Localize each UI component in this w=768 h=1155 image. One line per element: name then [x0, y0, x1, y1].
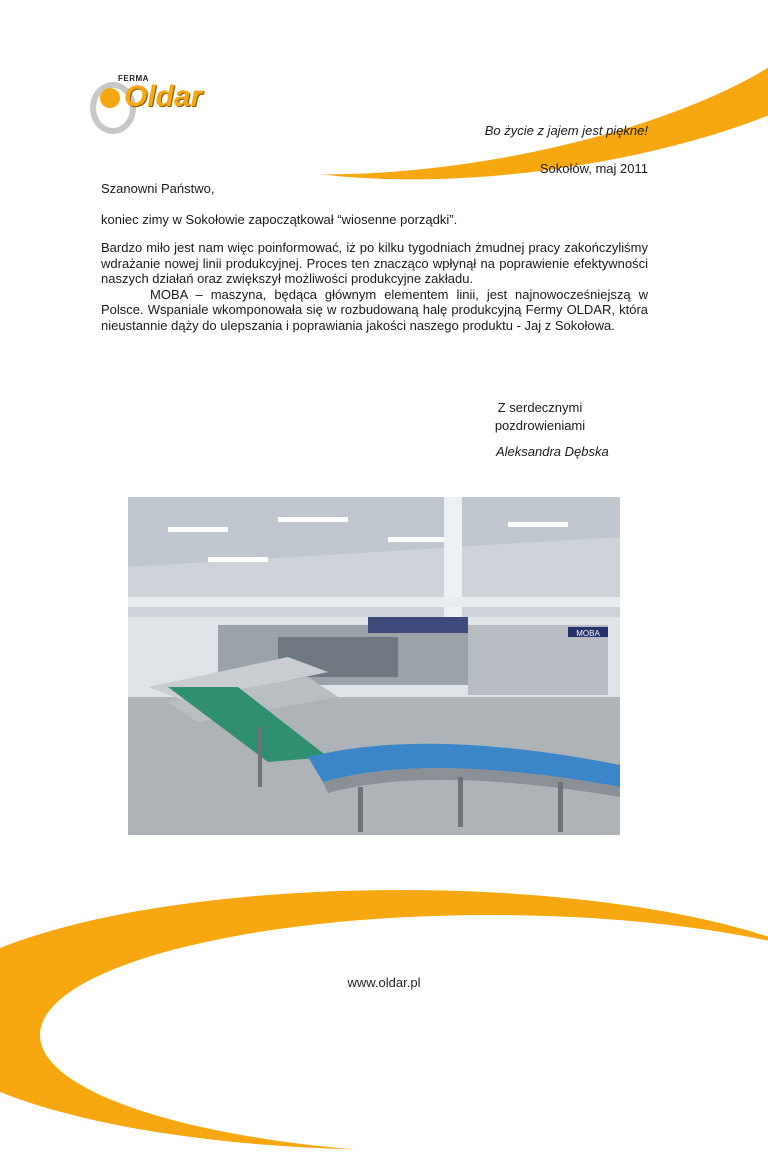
motto: Bo życie z jajem jest piękne!	[484, 123, 648, 138]
moba-label: MOBA	[576, 629, 600, 638]
factory-illustration	[128, 497, 620, 835]
signature: Aleksandra Dębska	[496, 444, 609, 459]
closing	[490, 399, 590, 435]
intro-line: koniec zimy w Sokołowie zapoczątkował “wiosenne porządki”.	[101, 212, 458, 227]
salutation: Szanowni Państwo,	[101, 181, 215, 196]
logo-ferma-text: FERMA	[118, 74, 149, 83]
website-url[interactable]: www.oldar.pl	[347, 975, 421, 990]
production-line-photo	[128, 497, 620, 835]
body-paragraph-1: Bardzo miło jest nam więc poinformować, iż po kilku tygodniach żmudnej pracy zakończyliśmy wdrażanie nowej linii produkcyjnej. Proces ten znacząco wpłynął na poprawienie efektywności naszych działań oraz zwiększył możliwości produkcyjne zakładu.	[101, 240, 648, 286]
closing-line-2: pozdrowieniami	[494, 418, 586, 433]
logo-name-text: Oldar	[124, 80, 203, 113]
yolk-icon	[100, 88, 120, 108]
oldar-logo	[80, 44, 208, 144]
body-paragraph-2: MOBA – maszyna, będąca głównym elementem linii, jest najnowocześniejszą w Polsce. Wspaniale wkomponowała się w rozbudowaną halę produkcyjną Fermy OLDAR, która nieustannie dąży do ulepszania i poprawiania jakości naszego produktu - Jaj z Sokołowa.	[101, 286, 648, 333]
dateline: Sokołów, maj 2011	[539, 161, 648, 176]
letter-body	[101, 240, 648, 333]
closing-line-1: Z serdecznymi	[497, 400, 583, 415]
